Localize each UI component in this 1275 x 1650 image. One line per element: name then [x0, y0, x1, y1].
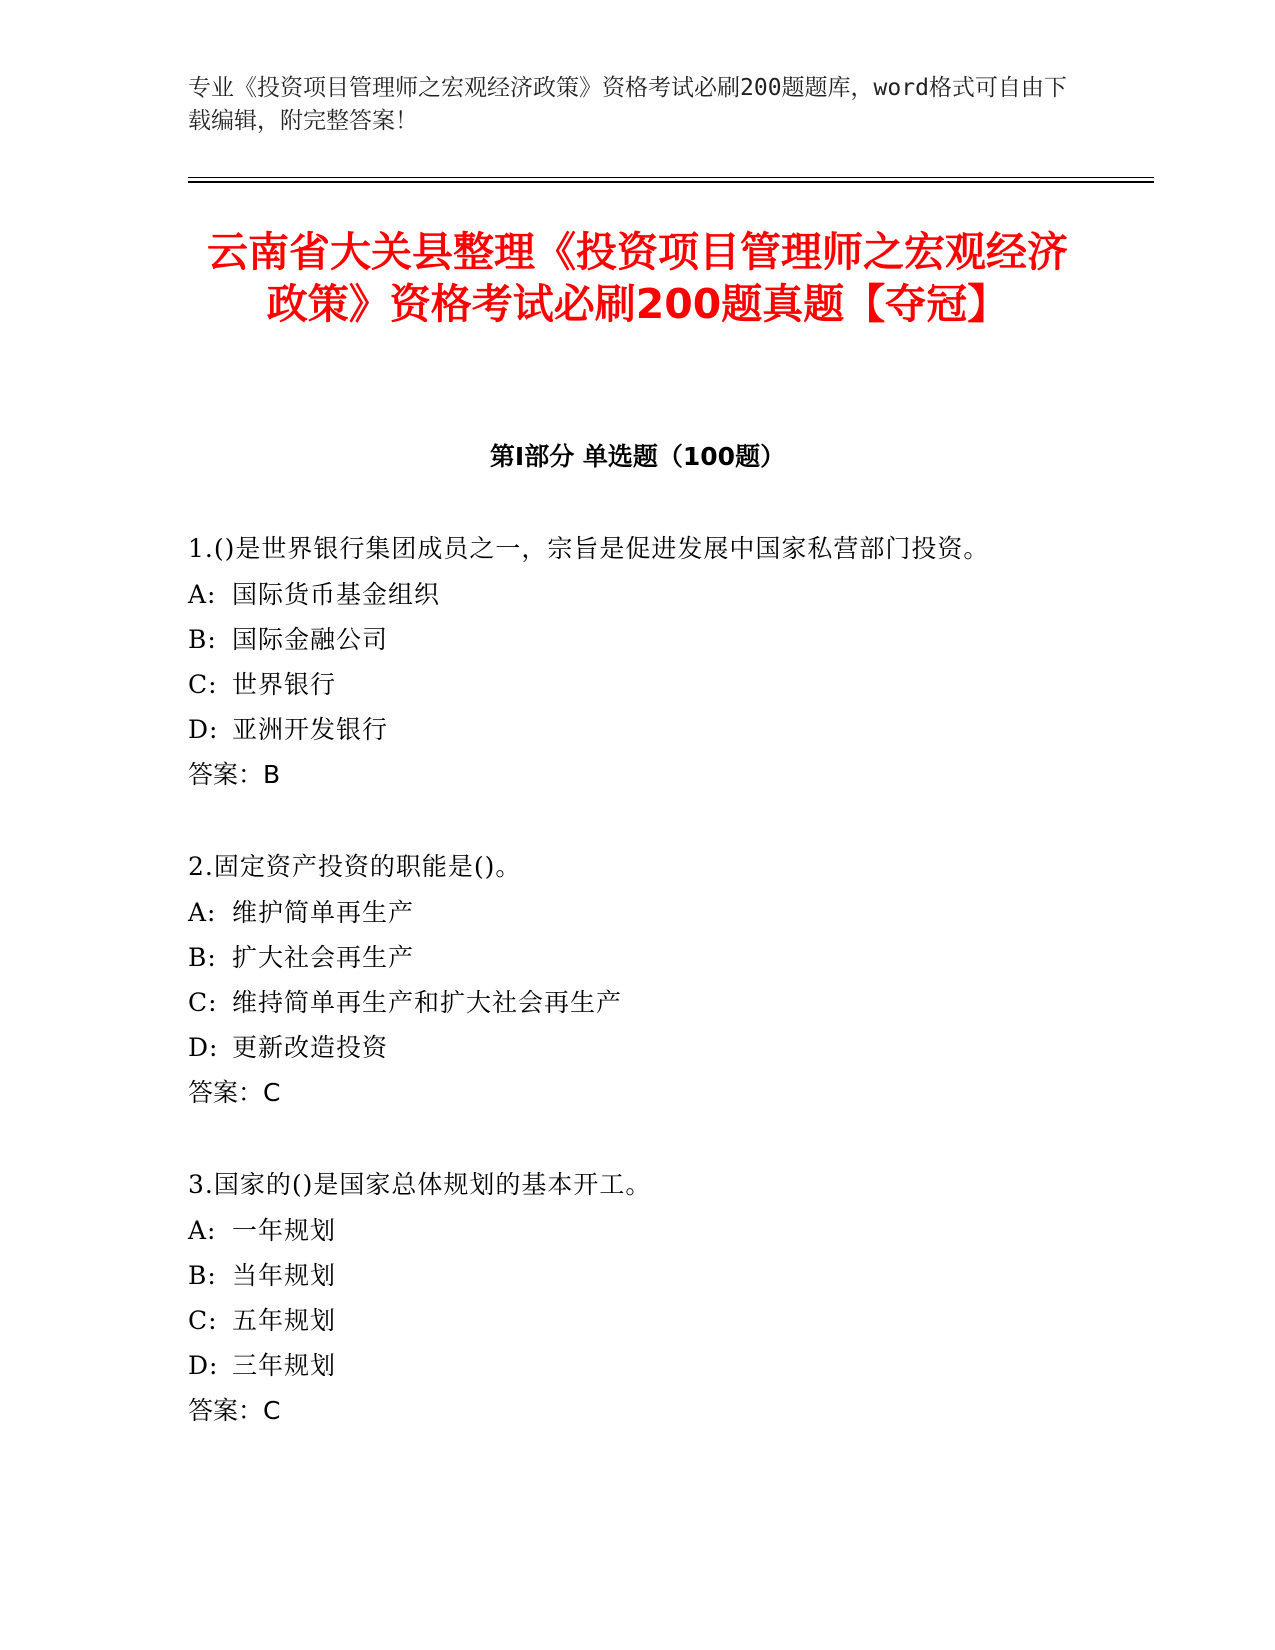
question-item: [188, 1162, 1068, 1434]
answer-label: 答案：C: [188, 1078, 281, 1107]
header-divider-thin: [188, 177, 1154, 178]
option-text: 亚洲开发银行: [232, 715, 389, 744]
option-d: [188, 1343, 1068, 1388]
option-a: [188, 1208, 1068, 1253]
question-stem: 2.固定资产投资的职能是()。: [188, 852, 522, 881]
option-text: 国际货币基金组织: [232, 580, 441, 609]
question-stem: 3.国家的()是国家总体规划的基本开工。: [188, 1170, 652, 1199]
option-text: 维护简单再生产: [232, 898, 415, 927]
option-d: [188, 707, 1068, 752]
option-b: [188, 1253, 1068, 1298]
option-text: 当年规划: [232, 1261, 337, 1290]
option-text: 三年规划: [232, 1351, 337, 1380]
option-letter: A:: [188, 1216, 217, 1245]
option-text: 国际金融公司: [232, 625, 389, 654]
question-item: [188, 844, 1068, 1116]
option-letter: A:: [188, 580, 217, 609]
option-d: [188, 1025, 1068, 1070]
option-letter: B:: [188, 1261, 217, 1290]
option-letter: D:: [188, 715, 219, 744]
option-text: 一年规划: [232, 1216, 337, 1245]
question-stem: 1.()是世界银行集团成员之一，宗旨是促进发展中国家私营部门投资。: [188, 534, 990, 563]
option-c: [188, 980, 1068, 1025]
header-divider-thick: [188, 181, 1154, 183]
option-letter: D:: [188, 1033, 219, 1062]
option-c: [188, 662, 1068, 707]
option-text: 世界银行: [232, 670, 337, 699]
option-text: 更新改造投资: [232, 1033, 389, 1062]
document-title: 云南省大关县整理《投资项目管理师之宏观经济政策》资格考试必刷200题真题【夺冠】: [207, 228, 1068, 328]
option-letter: C:: [188, 988, 218, 1017]
answer-label: 答案：C: [188, 1396, 281, 1425]
option-letter: D:: [188, 1351, 219, 1380]
option-letter: C:: [188, 1306, 218, 1335]
option-b: [188, 617, 1068, 662]
option-text: 五年规划: [232, 1306, 337, 1335]
question-item: [188, 526, 1068, 798]
option-letter: B:: [188, 625, 217, 654]
answer-label: 答案：B: [188, 760, 281, 789]
option-a: [188, 890, 1068, 935]
option-c: [188, 1298, 1068, 1343]
option-b: [188, 935, 1068, 980]
question-list: [188, 526, 1068, 1480]
header-note: 专业《投资项目管理师之宏观经济政策》资格考试必刷200题题库，word格式可自由下载编辑，附完整答案！: [188, 75, 1067, 134]
option-a: [188, 572, 1068, 617]
section-title: 第I部分 单选题（100题）: [489, 442, 786, 471]
option-letter: C:: [188, 670, 218, 699]
option-letter: A:: [188, 898, 217, 927]
option-letter: B:: [188, 943, 217, 972]
option-text: 扩大社会再生产: [232, 943, 415, 972]
option-text: 维持简单再生产和扩大社会再生产: [232, 988, 623, 1017]
